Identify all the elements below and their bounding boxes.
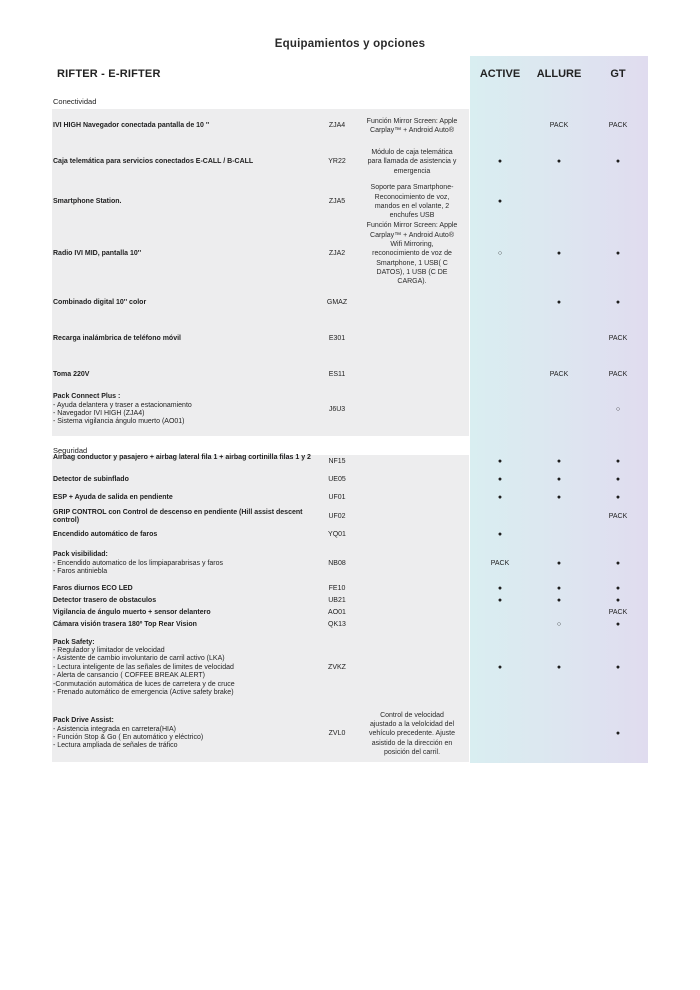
equipment-title: Pack Safety:	[53, 638, 95, 646]
availability-allure: ●	[556, 663, 562, 671]
availability-active: ●	[497, 457, 503, 465]
availability-active: ●	[497, 530, 503, 538]
availability-active: ●	[497, 596, 503, 604]
availability-active: ○	[497, 249, 503, 257]
equipment-title: Pack Drive Assist:	[53, 717, 114, 725]
equipment-title: Toma 220V	[53, 370, 90, 378]
equipment-name	[53, 371, 315, 379]
availability-allure: ●	[556, 457, 562, 465]
option-code: UB21	[328, 596, 346, 604]
equipment-title: Detector de subinflado	[53, 475, 129, 483]
option-code: ZVL0	[328, 729, 346, 737]
equipment-title: ESP + Ayuda de salida en pendiente	[53, 493, 173, 501]
availability-allure: PACK	[549, 121, 569, 129]
trim-header-active: ACTIVE	[479, 68, 521, 80]
equipment-title: Recarga inalámbrica de teléfono móvil	[53, 334, 181, 342]
availability-gt: PACK	[608, 370, 628, 378]
availability-allure: ●	[556, 249, 562, 257]
option-code: UF02	[328, 512, 346, 520]
equipment-title: Vigilancia de ángulo muerto + sensor delantero	[53, 608, 211, 616]
option-code: AO01	[328, 608, 346, 616]
equipment-title: Detector trasero de obstaculos	[53, 596, 157, 604]
description-line: Carplay™ + Android Auto®	[370, 126, 454, 134]
trim-header-gt: GT	[610, 68, 626, 80]
equipment-title: IVI HIGH Navegador conectada pantalla de 10 ''	[53, 121, 210, 129]
description-line: posición del carril.	[383, 748, 441, 756]
description-line: ajustado a la velolcidad del	[369, 721, 455, 729]
availability-gt: ●	[615, 663, 621, 671]
availability-allure: ●	[556, 298, 562, 306]
equipment-name	[53, 454, 315, 462]
equipment-title: GRIP CONTROL con Control de descenso en pendiente (Hill assist descent control)	[53, 508, 303, 524]
description-line: vehículo precedente. Ajuste	[368, 730, 455, 738]
equipment-detail-line: - Lectura ampliada de señales de tráfico	[53, 742, 178, 750]
availability-active: ●	[497, 197, 503, 205]
equipment-name	[53, 597, 315, 605]
description-line: mandos en el volante, 2	[374, 202, 450, 210]
equipment-name	[53, 531, 315, 539]
option-code: J6U3	[328, 405, 346, 413]
section-label-safety: Seguridad	[53, 446, 88, 455]
description-line: Wifi Mirroring,	[390, 241, 434, 249]
option-code: FE10	[328, 584, 346, 592]
availability-gt: ●	[615, 493, 621, 501]
equipment-detail-line: - Asistente de cambio involuntario de carril activo (LKA)	[53, 655, 225, 663]
equipment-name	[53, 494, 315, 502]
option-code: YQ01	[328, 530, 346, 538]
option-code: QK13	[328, 620, 346, 628]
availability-active: ●	[497, 663, 503, 671]
availability-gt: PACK	[608, 608, 628, 616]
availability-allure: ●	[556, 584, 562, 592]
availability-gt: ●	[615, 729, 621, 737]
equipment-detail-line: - Regulador y limitador de velocidad	[53, 647, 165, 654]
option-code: NF15	[328, 457, 346, 465]
description-line: Función Mirror Screen: Apple	[366, 222, 458, 230]
availability-allure: PACK	[549, 370, 569, 378]
description-line: asistido de la dirección en	[371, 739, 453, 747]
equipment-title: Airbag conductor y pasajero + airbag lateral fila 1 + airbag cortinilla filas 1 y 2	[53, 453, 311, 461]
equipment-name	[53, 335, 315, 343]
availability-gt: ●	[615, 475, 621, 483]
availability-gt: ●	[615, 596, 621, 604]
availability-allure: ●	[556, 559, 562, 567]
availability-active: PACK	[490, 559, 510, 567]
equipment-name	[53, 476, 315, 484]
option-code: UE05	[328, 475, 346, 483]
equipment-name	[53, 551, 315, 576]
equipment-title: Smartphone Station.	[53, 197, 122, 205]
description-line: CARGA).	[397, 278, 427, 286]
availability-allure: ●	[556, 157, 562, 165]
equipment-name	[53, 299, 315, 307]
description-line: emergencia	[393, 167, 431, 175]
equipment-title: Pack Connect Plus :	[53, 393, 121, 401]
description-line: Control de velocidad	[380, 711, 444, 719]
availability-allure: ●	[556, 493, 562, 501]
equipment-name	[53, 250, 315, 258]
availability-gt: ●	[615, 620, 621, 628]
vehicle-model-heading: RIFTER - E-RIFTER	[57, 68, 161, 80]
availability-gt: PACK	[608, 121, 628, 129]
trim-header-allure: ALLURE	[536, 68, 582, 80]
equipment-detail-line: - Encendido automatico de los limpiaparabrisas y faros	[53, 559, 224, 567]
equipment-detail-line: - Asistencia integrada en carretera(HIA)	[53, 725, 176, 733]
availability-active: ●	[497, 493, 503, 501]
description-line: reconocimiento de voz de	[372, 250, 452, 258]
option-code: ZJA5	[328, 197, 346, 205]
description-line: DATOS), 1 USB (C DE	[376, 268, 448, 276]
equipment-name	[53, 609, 315, 617]
option-code: ES11	[328, 370, 346, 378]
equipment-detail-line: - Ayuda delantera y traser a estacionamiento	[53, 401, 192, 409]
option-code: YR22	[328, 157, 346, 165]
availability-allure: ●	[556, 596, 562, 604]
availability-active: ●	[497, 584, 503, 592]
option-code: NB08	[328, 559, 346, 567]
availability-gt: ●	[615, 249, 621, 257]
description-line: enchufes USB	[389, 212, 435, 220]
equipment-name	[53, 717, 315, 751]
description-line: Módulo de caja telemática	[371, 149, 453, 157]
description-line: para llamada de asistencia y	[367, 158, 457, 166]
option-description	[358, 183, 466, 220]
equipment-detail-line: - Sistema vigilancia ángulo muerto (AO01)	[53, 418, 185, 426]
option-description	[358, 148, 466, 176]
availability-gt: ●	[615, 298, 621, 306]
equipment-name	[53, 393, 315, 427]
equipment-name	[53, 122, 315, 130]
equipment-detail-line: - Navegador IVI HIGH (ZJA4)	[53, 410, 145, 417]
availability-active: ●	[497, 475, 503, 483]
equipment-title: Combinado digital 10'' color	[53, 298, 147, 306]
description-line: Función Mirror Screen: Apple	[366, 117, 458, 125]
option-code: ZJA2	[328, 249, 346, 257]
equipment-detail-line: - Alerta de cansancio ( COFFEE BREAK ALERT)	[53, 672, 205, 680]
equipment-title: Caja telemática para servicios conectados E-CALL / B-CALL	[53, 157, 254, 165]
equipment-detail-line: - Lectura inteligente de las señales de limites de velocidad	[53, 663, 234, 671]
option-code: UF01	[328, 493, 346, 501]
availability-gt: ●	[615, 584, 621, 592]
equipment-title: Pack visibilidad:	[53, 551, 108, 559]
option-code: GMAZ	[326, 298, 348, 306]
equipment-name	[53, 621, 315, 629]
equipment-name	[53, 585, 315, 593]
option-code: E301	[328, 334, 346, 342]
description-line: Reconocimiento de voz,	[374, 193, 450, 201]
equipment-detail-line: - Faros antiniebla	[53, 568, 108, 576]
section-label-connectivity: Conectividad	[53, 97, 97, 106]
equipment-title: Cámara visión trasera 180º Top Rear Vision	[53, 620, 197, 628]
availability-gt: ●	[615, 559, 621, 567]
description-line: Soporte para Smartphone-	[370, 184, 454, 192]
equipment-title: Radio IVI MID, pantalla 10''	[53, 249, 142, 257]
equipment-title: Faros diurnos ECO LED	[53, 584, 133, 592]
option-description	[358, 117, 466, 136]
option-description	[358, 221, 466, 286]
equipment-detail-line: -Conmutación automática de luces de carretera y de cruce	[53, 680, 235, 688]
description-line: Smartphone, 1 USB( C	[376, 259, 448, 267]
availability-gt: PACK	[608, 512, 628, 520]
equipment-name	[53, 198, 315, 206]
equipment-name	[53, 639, 315, 698]
availability-allure: ○	[556, 620, 562, 628]
availability-allure: ●	[556, 475, 562, 483]
availability-gt: ●	[615, 457, 621, 465]
availability-gt: PACK	[608, 334, 628, 342]
equipment-detail-line: - Frenado automático de emergencia (Active safety brake)	[53, 689, 234, 697]
availability-gt: ○	[615, 405, 621, 413]
option-code: ZJA4	[328, 121, 346, 129]
availability-active: ●	[497, 157, 503, 165]
equipment-name	[53, 509, 315, 526]
option-code: ZVKZ	[328, 663, 346, 671]
option-description	[358, 711, 466, 757]
description-line: Carplay™ + Android Auto®	[370, 231, 454, 239]
availability-gt: ●	[615, 157, 621, 165]
equipment-name	[53, 158, 315, 166]
equipment-detail-line: - Función Stop & Go ( En automático y eléctrico)	[53, 734, 204, 741]
equipment-title: Encendido automático de faros	[53, 530, 158, 538]
page-title: Equipamientos y opciones	[274, 38, 426, 50]
